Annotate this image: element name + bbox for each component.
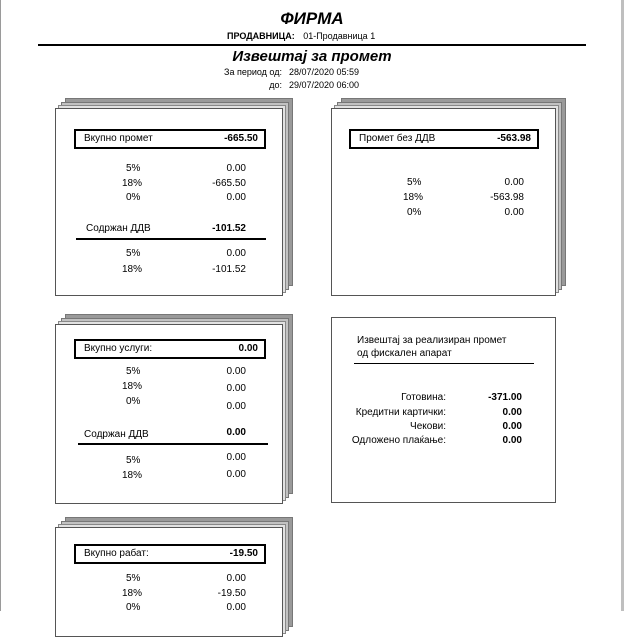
- fiscal-title-line1: Извештај за реализиран промет: [357, 335, 507, 346]
- turnover-without-vat-panel: [331, 108, 556, 296]
- period-from-label: За период од:: [224, 67, 282, 77]
- vat-rate-value: 0.00: [226, 248, 246, 259]
- store-label: ПРОДАВНИЦА:: [227, 31, 295, 41]
- services-box: [74, 339, 266, 359]
- services-panel: [55, 324, 283, 504]
- fiscal-row-label: Одложено плаќање:: [351, 435, 446, 446]
- vat-rate-label: 18%: [122, 470, 143, 481]
- vat-rate-value: 0.00: [226, 452, 246, 463]
- total-turnover-box: [74, 129, 266, 149]
- turnover-without-vat-card: [331, 108, 556, 296]
- fiscal-row-value: 0.00: [502, 407, 522, 418]
- total-turnover-value: -665.50: [224, 133, 258, 144]
- window-edge-left: [0, 0, 1, 611]
- rate-label: 18%: [122, 588, 143, 599]
- rate-label: 0%: [126, 396, 141, 407]
- period-from-value: 28/07/2020 05:59: [289, 67, 360, 77]
- vat-rate-label: 18%: [122, 264, 143, 275]
- rate-label: 5%: [126, 163, 141, 174]
- services-label: Вкупно услуги:: [84, 343, 153, 354]
- discount-value: -19.50: [229, 548, 258, 559]
- report-title: Извештај за промет: [232, 48, 392, 65]
- vat-rate-value: 0.00: [226, 469, 246, 480]
- turnover-without-vat-box: [349, 129, 539, 149]
- rate-label: 5%: [407, 177, 422, 188]
- total-turnover-label: Вкупно промет: [84, 133, 153, 144]
- vat-label: Содржан ДДВ: [84, 429, 149, 440]
- rate-value: -563.98: [490, 192, 524, 203]
- rate-value: 0.00: [226, 163, 246, 174]
- rate-value: 0.00: [226, 366, 246, 377]
- rate-value: 0.00: [226, 573, 246, 584]
- fiscal-row-value: -371.00: [488, 392, 522, 403]
- turnover-without-vat-value: -563.98: [497, 133, 531, 144]
- services-card: [55, 324, 283, 504]
- rate-value: -19.50: [217, 588, 246, 599]
- total-turnover-panel: [55, 108, 283, 296]
- vat-rate-label: 5%: [126, 248, 141, 259]
- rate-value: -665.50: [212, 178, 246, 189]
- rate-label: 18%: [122, 381, 143, 392]
- fiscal-row-value: 0.00: [502, 421, 522, 432]
- discount-label: Вкупно рабат:: [84, 548, 149, 559]
- rate-label: 5%: [126, 573, 141, 584]
- fiscal-report-panel: [331, 317, 556, 503]
- discount-panel: [55, 527, 283, 637]
- fiscal-row-label: Кредитни картички:: [355, 407, 446, 418]
- rate-value: 0.00: [226, 383, 246, 394]
- vat-value: -101.52: [212, 223, 246, 234]
- fiscal-divider: [354, 363, 534, 364]
- rate-label: 0%: [126, 192, 141, 203]
- fiscal-row-label: Готовина:: [401, 392, 446, 403]
- vat-rate-value: -101.52: [212, 264, 246, 275]
- company-name: ФИРМА: [280, 9, 344, 28]
- header-divider: [38, 44, 586, 46]
- vat-rate-label: 5%: [126, 455, 141, 466]
- rate-value: 0.00: [226, 602, 246, 613]
- vat-label: Содржан ДДВ: [86, 223, 151, 234]
- total-turnover-card: [55, 108, 283, 296]
- rate-value: 0.00: [226, 192, 246, 203]
- vat-divider: [78, 443, 268, 445]
- fiscal-report-card: [331, 317, 556, 503]
- fiscal-title-line2: од фискален апарат: [357, 348, 452, 359]
- services-value: 0.00: [238, 343, 258, 354]
- fiscal-row-label: Чекови:: [410, 421, 446, 432]
- period-to-value: 29/07/2020 06:00: [289, 80, 360, 90]
- discount-box: [74, 544, 266, 564]
- vat-value: 0.00: [226, 427, 246, 438]
- rate-value: 0.00: [226, 401, 246, 412]
- rate-label: 18%: [122, 178, 143, 189]
- vat-divider: [76, 238, 266, 240]
- store-value: 01-Продавница 1: [303, 31, 376, 41]
- rate-value: 0.00: [504, 207, 524, 218]
- rate-label: 18%: [403, 192, 424, 203]
- discount-card: [55, 527, 283, 637]
- period-to-label: до:: [269, 80, 282, 90]
- rate-label: 5%: [126, 366, 141, 377]
- store-line: [227, 31, 375, 41]
- rate-label: 0%: [407, 207, 422, 218]
- fiscal-row-value: 0.00: [502, 435, 522, 446]
- turnover-without-vat-label: Промет без ДДВ: [359, 133, 436, 144]
- rate-label: 0%: [126, 602, 141, 613]
- rate-value: 0.00: [504, 177, 524, 188]
